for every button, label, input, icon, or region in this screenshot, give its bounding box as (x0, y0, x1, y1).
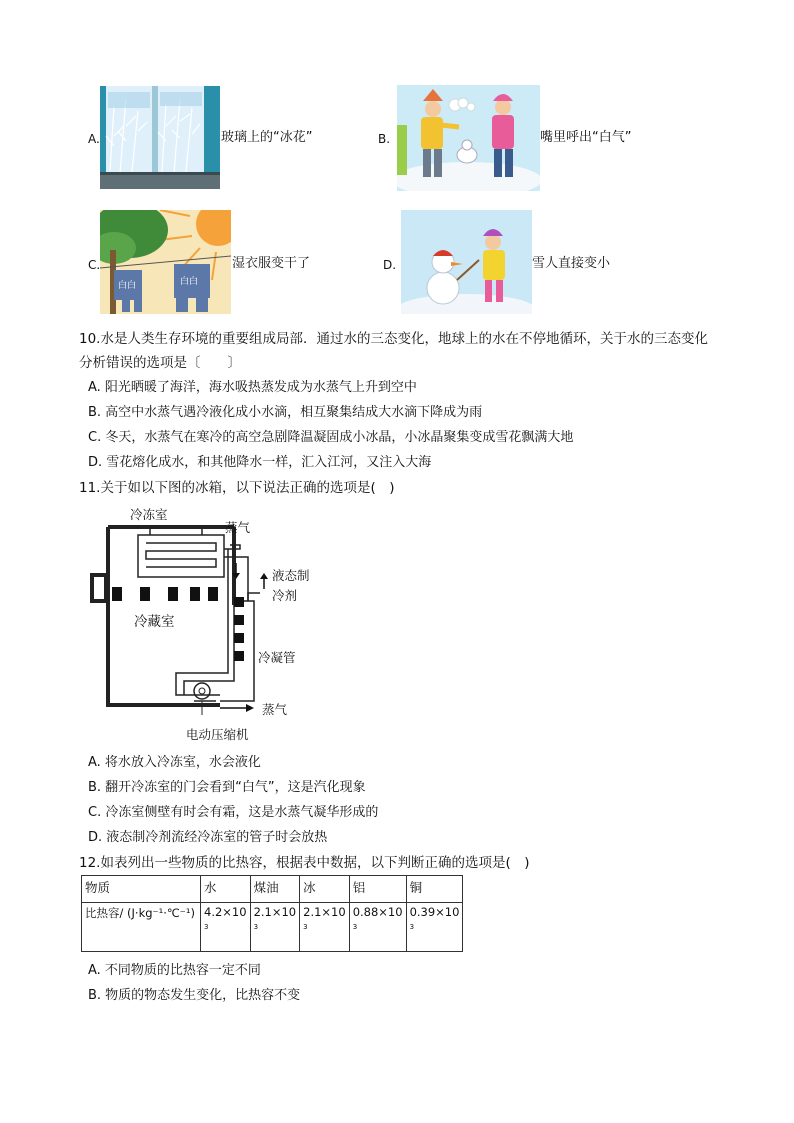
q12-stem: 12.如表列出一些物质的比热容，根据表中数据，以下判断正确的选项是( ) (79, 855, 530, 871)
table-header-cell: 冰 (300, 876, 350, 903)
label-freezer: 冷冻室 (130, 507, 168, 522)
q9-option-a-text: 玻璃上的“冰花” (221, 130, 313, 145)
frosted-window-image (100, 86, 220, 189)
table-header-cell: 铜 (406, 876, 463, 903)
table-cell (349, 903, 406, 952)
refrigerator-diagram (90, 505, 330, 747)
table-cell-exponent: 3 (303, 923, 308, 931)
svg-text:白白: 白白 (180, 277, 199, 287)
q10-stem-line1: 10.水是人类生存环境的重要组成局部．通过水的三态变化，地球上的水在不停地循环，关于水的三态变化 (79, 331, 708, 347)
q9-option-c-text: 湿衣服变干了 (232, 256, 311, 271)
q9-option-d-text: 雪人直接变小 (532, 256, 611, 271)
table-cell (201, 903, 251, 952)
table-cell-value: 4.2×10 (204, 905, 247, 919)
table-cell-value: 2.1×10 (253, 905, 297, 919)
q9-option-d-letter: D. (383, 258, 397, 272)
q11-option-a: A. 将水放入冷冻室，水会液化 (88, 755, 261, 770)
q11-stem: 11.关于如以下图的冰箱，以下说法正确的选项是( ) (79, 480, 395, 496)
svg-text:白白: 白白 (118, 281, 137, 291)
table-row (82, 903, 463, 952)
table-header-cell: 物质 (82, 876, 201, 903)
q11-option-c: C. 冷冻室侧壁有时会有霜，这是水蒸气凝华形成的 (88, 805, 379, 820)
q9-option-a-letter: A. (88, 132, 100, 146)
table-cell-exponent: 3 (409, 923, 415, 931)
label-condenser: 冷凝管 (258, 650, 296, 665)
drying-clothes-image (100, 210, 231, 314)
winter-breath-image (397, 85, 540, 191)
table-header-row (82, 876, 463, 903)
q12-option-b: B. 物质的物态发生变化，比热容不变 (88, 988, 301, 1003)
snowman-image (401, 210, 532, 314)
q10-option-c: C. 冬天，水蒸气在寒冷的高空急剧降温凝固成小冰晶，小冰晶聚集变成雪花飘满大地 (88, 430, 574, 445)
table-cell (406, 903, 463, 952)
q9-option-b-text: 嘴里呼出“白气” (540, 130, 632, 145)
q10-option-b: B. 高空中水蒸气遇冷液化成小水滴，相互聚集结成大水滴下降成为雨 (88, 405, 483, 420)
label-liquid-refrigerant-line2: 冷剂 (272, 588, 298, 603)
label-compressor: 电动压缩机 (186, 727, 249, 742)
table-row-label: 比热容/ (J·kg⁻¹·℃⁻¹) (82, 903, 201, 952)
q11-option-d: D. 液态制冷剂流经冷冻室的管子时会放热 (88, 830, 328, 845)
label-steam-bottom: 蒸气 (262, 702, 288, 717)
q9-option-c-letter: C. (88, 258, 101, 272)
q9-option-b-letter: B. (378, 132, 391, 146)
table-cell (300, 903, 350, 952)
table-cell-value: 0.88×10 (352, 905, 403, 919)
table-header-cell: 铝 (349, 876, 406, 903)
label-liquid-refrigerant-line1: 液态制 (272, 568, 310, 583)
table-cell (250, 903, 300, 952)
table-header-cell: 水 (201, 876, 251, 903)
specific-heat-table (81, 875, 463, 952)
table-cell-value: 2.1×10 (303, 905, 346, 919)
q10-stem-line2: 分析错误的选项是〔 〕 (79, 355, 241, 371)
q10-option-a: A. 阳光晒暖了海洋，海水吸热蒸发成为水蒸气上升到空中 (88, 380, 417, 395)
table-cell-exponent: 3 (352, 923, 358, 931)
q11-option-b: B. 翻开冷冻室的门会看到“白气”，这是汽化现象 (88, 780, 366, 795)
table-header-cell: 煤油 (250, 876, 300, 903)
label-steam-top: 蒸气 (225, 520, 251, 535)
label-fridge: 冷藏室 (134, 614, 175, 630)
table-cell-exponent: 3 (253, 923, 259, 931)
q10-option-d: D. 雪花熔化成水，和其他降水一样，汇入江河，又注入大海 (88, 455, 432, 470)
table-cell-value: 0.39×10 (409, 905, 460, 919)
q12-option-a: A. 不同物质的比热容一定不同 (88, 963, 261, 978)
table-cell-exponent: 3 (204, 923, 209, 931)
